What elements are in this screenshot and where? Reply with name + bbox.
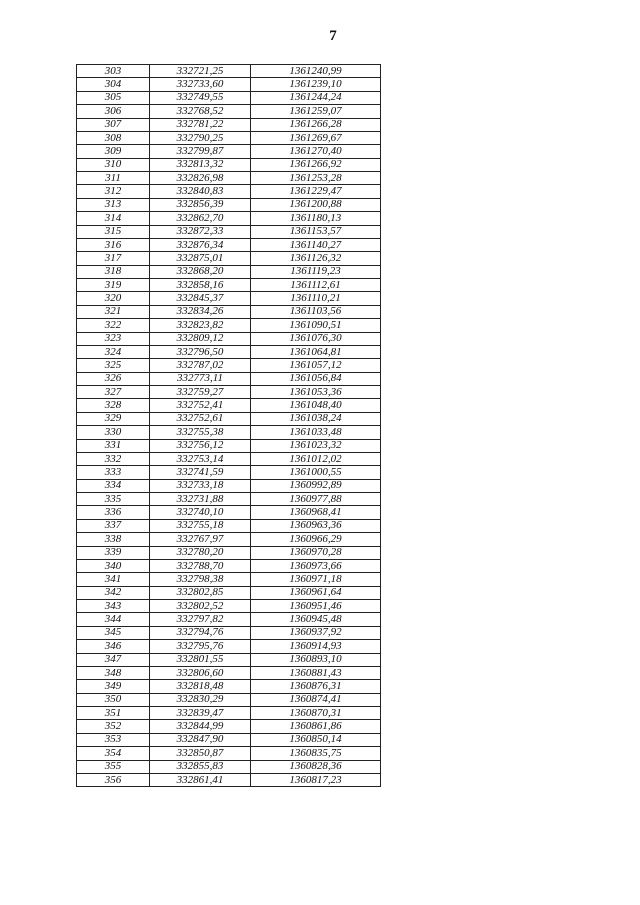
table-row	[77, 720, 381, 733]
y-coordinate-cell: 1360951,46	[251, 600, 381, 613]
table-row	[77, 319, 381, 332]
table-row	[77, 91, 381, 104]
y-coordinate-cell: 1361126,32	[251, 252, 381, 265]
point-number-cell: 351	[77, 707, 150, 720]
x-coordinate-cell: 332858,16	[150, 279, 251, 292]
point-number-cell: 313	[77, 198, 150, 211]
x-coordinate-cell: 332826,98	[150, 172, 251, 185]
point-number-cell: 305	[77, 91, 150, 104]
table-row	[77, 412, 381, 425]
y-coordinate-cell: 1361269,67	[251, 131, 381, 144]
x-coordinate-cell: 332787,02	[150, 359, 251, 372]
point-number-cell: 323	[77, 332, 150, 345]
table-row	[77, 212, 381, 225]
point-number-cell: 335	[77, 493, 150, 506]
y-coordinate-cell: 1360881,43	[251, 666, 381, 679]
table-row	[77, 506, 381, 519]
y-coordinate-cell: 1361038,24	[251, 412, 381, 425]
table-row	[77, 386, 381, 399]
table-row	[77, 345, 381, 358]
table-row	[77, 452, 381, 465]
x-coordinate-cell: 332788,70	[150, 559, 251, 572]
point-number-cell: 338	[77, 533, 150, 546]
x-coordinate-cell: 332830,29	[150, 693, 251, 706]
x-coordinate-cell: 332872,33	[150, 225, 251, 238]
y-coordinate-cell: 1360937,92	[251, 626, 381, 639]
x-coordinate-cell: 332797,82	[150, 613, 251, 626]
x-coordinate-cell: 332862,70	[150, 212, 251, 225]
table-row	[77, 185, 381, 198]
table-row	[77, 773, 381, 786]
point-number-cell: 331	[77, 439, 150, 452]
point-number-cell: 341	[77, 573, 150, 586]
point-number-cell: 352	[77, 720, 150, 733]
table-row	[77, 653, 381, 666]
y-coordinate-cell: 1360970,28	[251, 546, 381, 559]
point-number-cell: 309	[77, 145, 150, 158]
y-coordinate-cell: 1360874,41	[251, 693, 381, 706]
y-coordinate-cell: 1361023,32	[251, 439, 381, 452]
table-row	[77, 640, 381, 653]
table-row	[77, 131, 381, 144]
y-coordinate-cell: 1361239,10	[251, 78, 381, 91]
y-coordinate-cell: 1361253,28	[251, 172, 381, 185]
table-row	[77, 332, 381, 345]
x-coordinate-cell: 332794,76	[150, 626, 251, 639]
x-coordinate-cell: 332844,99	[150, 720, 251, 733]
y-coordinate-cell: 1360945,48	[251, 613, 381, 626]
table-row	[77, 760, 381, 773]
table-row	[77, 265, 381, 278]
point-number-cell: 345	[77, 626, 150, 639]
y-coordinate-cell: 1361110,21	[251, 292, 381, 305]
point-number-cell: 314	[77, 212, 150, 225]
table-row	[77, 158, 381, 171]
point-number-cell: 317	[77, 252, 150, 265]
table-row	[77, 533, 381, 546]
table-row	[77, 305, 381, 318]
point-number-cell: 327	[77, 386, 150, 399]
y-coordinate-cell: 1360850,14	[251, 733, 381, 746]
y-coordinate-cell: 1361153,57	[251, 225, 381, 238]
table-row	[77, 600, 381, 613]
table-row	[77, 118, 381, 131]
x-coordinate-cell: 332780,20	[150, 546, 251, 559]
y-coordinate-cell: 1361229,47	[251, 185, 381, 198]
point-number-cell: 310	[77, 158, 150, 171]
point-number-cell: 315	[77, 225, 150, 238]
y-coordinate-cell: 1361076,30	[251, 332, 381, 345]
y-coordinate-cell: 1360963,36	[251, 519, 381, 532]
x-coordinate-cell: 332798,38	[150, 573, 251, 586]
y-coordinate-cell: 1361112,61	[251, 279, 381, 292]
x-coordinate-cell: 332767,97	[150, 533, 251, 546]
point-number-cell: 328	[77, 399, 150, 412]
point-number-cell: 329	[77, 412, 150, 425]
point-number-cell: 324	[77, 345, 150, 358]
y-coordinate-cell: 1361240,99	[251, 65, 381, 78]
y-coordinate-cell: 1361180,13	[251, 212, 381, 225]
table-row	[77, 626, 381, 639]
x-coordinate-cell: 332752,41	[150, 399, 251, 412]
table-row	[77, 613, 381, 626]
point-number-cell: 318	[77, 265, 150, 278]
point-number-cell: 342	[77, 586, 150, 599]
y-coordinate-cell: 1361266,28	[251, 118, 381, 131]
y-coordinate-cell: 1361119,23	[251, 265, 381, 278]
x-coordinate-cell: 332801,55	[150, 653, 251, 666]
table-row	[77, 172, 381, 185]
x-coordinate-cell: 332755,38	[150, 426, 251, 439]
point-number-cell: 306	[77, 105, 150, 118]
y-coordinate-cell: 1360817,23	[251, 773, 381, 786]
x-coordinate-cell: 332809,12	[150, 332, 251, 345]
x-coordinate-cell: 332749,55	[150, 91, 251, 104]
x-coordinate-cell: 332752,61	[150, 412, 251, 425]
point-number-cell: 336	[77, 506, 150, 519]
x-coordinate-cell: 332823,82	[150, 319, 251, 332]
y-coordinate-cell: 1360977,88	[251, 493, 381, 506]
y-coordinate-cell: 1360971,18	[251, 573, 381, 586]
coordinates-table	[76, 64, 381, 787]
x-coordinate-cell: 332773,11	[150, 372, 251, 385]
coordinates-table-body	[77, 65, 381, 787]
x-coordinate-cell: 332834,26	[150, 305, 251, 318]
point-number-cell: 333	[77, 466, 150, 479]
point-number-cell: 330	[77, 426, 150, 439]
x-coordinate-cell: 332733,18	[150, 479, 251, 492]
y-coordinate-cell: 1361012,02	[251, 452, 381, 465]
table-row	[77, 292, 381, 305]
x-coordinate-cell: 332759,27	[150, 386, 251, 399]
point-number-cell: 356	[77, 773, 150, 786]
point-number-cell: 308	[77, 131, 150, 144]
point-number-cell: 350	[77, 693, 150, 706]
point-number-cell: 334	[77, 479, 150, 492]
point-number-cell: 355	[77, 760, 150, 773]
table-row	[77, 279, 381, 292]
x-coordinate-cell: 332839,47	[150, 707, 251, 720]
table-row	[77, 466, 381, 479]
y-coordinate-cell: 1361244,24	[251, 91, 381, 104]
table-row	[77, 666, 381, 679]
x-coordinate-cell: 332796,50	[150, 345, 251, 358]
point-number-cell: 326	[77, 372, 150, 385]
point-number-cell: 316	[77, 238, 150, 251]
y-coordinate-cell: 1361053,36	[251, 386, 381, 399]
x-coordinate-cell: 332818,48	[150, 680, 251, 693]
x-coordinate-cell: 332840,83	[150, 185, 251, 198]
x-coordinate-cell: 332847,90	[150, 733, 251, 746]
point-number-cell: 322	[77, 319, 150, 332]
table-row	[77, 559, 381, 572]
point-number-cell: 353	[77, 733, 150, 746]
point-number-cell: 348	[77, 666, 150, 679]
y-coordinate-cell: 1360966,29	[251, 533, 381, 546]
table-row	[77, 359, 381, 372]
table-row	[77, 733, 381, 746]
y-coordinate-cell: 1360828,36	[251, 760, 381, 773]
x-coordinate-cell: 332813,32	[150, 158, 251, 171]
point-number-cell: 304	[77, 78, 150, 91]
table-row	[77, 519, 381, 532]
x-coordinate-cell: 332733,60	[150, 78, 251, 91]
x-coordinate-cell: 332795,76	[150, 640, 251, 653]
y-coordinate-cell: 1361064,81	[251, 345, 381, 358]
x-coordinate-cell: 332790,25	[150, 131, 251, 144]
y-coordinate-cell: 1361103,56	[251, 305, 381, 318]
table-row	[77, 105, 381, 118]
x-coordinate-cell: 332753,14	[150, 452, 251, 465]
x-coordinate-cell: 332721,25	[150, 65, 251, 78]
x-coordinate-cell: 332850,87	[150, 747, 251, 760]
point-number-cell: 319	[77, 279, 150, 292]
point-number-cell: 339	[77, 546, 150, 559]
y-coordinate-cell: 1360992,89	[251, 479, 381, 492]
table-row	[77, 546, 381, 559]
table-row	[77, 198, 381, 211]
point-number-cell: 340	[77, 559, 150, 572]
y-coordinate-cell: 1360893,10	[251, 653, 381, 666]
table-row	[77, 479, 381, 492]
x-coordinate-cell: 332806,60	[150, 666, 251, 679]
table-row	[77, 439, 381, 452]
y-coordinate-cell: 1361033,48	[251, 426, 381, 439]
y-coordinate-cell: 1361259,07	[251, 105, 381, 118]
y-coordinate-cell: 1361270,40	[251, 145, 381, 158]
y-coordinate-cell: 1361266,92	[251, 158, 381, 171]
point-number-cell: 320	[77, 292, 150, 305]
y-coordinate-cell: 1360961,64	[251, 586, 381, 599]
x-coordinate-cell: 332802,52	[150, 600, 251, 613]
point-number-cell: 344	[77, 613, 150, 626]
table-row	[77, 399, 381, 412]
table-row	[77, 372, 381, 385]
table-row	[77, 693, 381, 706]
x-coordinate-cell: 332868,20	[150, 265, 251, 278]
x-coordinate-cell: 332731,88	[150, 493, 251, 506]
table-row	[77, 225, 381, 238]
table-row	[77, 747, 381, 760]
point-number-cell: 337	[77, 519, 150, 532]
table-row	[77, 65, 381, 78]
table-row	[77, 586, 381, 599]
point-number-cell: 349	[77, 680, 150, 693]
x-coordinate-cell: 332756,12	[150, 439, 251, 452]
table-row	[77, 78, 381, 91]
point-number-cell: 325	[77, 359, 150, 372]
point-number-cell: 311	[77, 172, 150, 185]
table-row	[77, 680, 381, 693]
table-row	[77, 707, 381, 720]
y-coordinate-cell: 1361090,51	[251, 319, 381, 332]
x-coordinate-cell: 332768,52	[150, 105, 251, 118]
point-number-cell: 332	[77, 452, 150, 465]
y-coordinate-cell: 1361000,55	[251, 466, 381, 479]
x-coordinate-cell: 332741,59	[150, 466, 251, 479]
y-coordinate-cell: 1361057,12	[251, 359, 381, 372]
point-number-cell: 347	[77, 653, 150, 666]
y-coordinate-cell: 1360870,31	[251, 707, 381, 720]
page-number: 7	[329, 28, 337, 44]
table-row	[77, 252, 381, 265]
y-coordinate-cell: 1361048,40	[251, 399, 381, 412]
y-coordinate-cell: 1361200,88	[251, 198, 381, 211]
x-coordinate-cell: 332755,18	[150, 519, 251, 532]
table-row	[77, 426, 381, 439]
x-coordinate-cell: 332861,41	[150, 773, 251, 786]
point-number-cell: 312	[77, 185, 150, 198]
point-number-cell: 303	[77, 65, 150, 78]
x-coordinate-cell: 332845,37	[150, 292, 251, 305]
point-number-cell: 321	[77, 305, 150, 318]
x-coordinate-cell: 332855,83	[150, 760, 251, 773]
y-coordinate-cell: 1360914,93	[251, 640, 381, 653]
x-coordinate-cell: 332799,87	[150, 145, 251, 158]
y-coordinate-cell: 1360876,31	[251, 680, 381, 693]
point-number-cell: 307	[77, 118, 150, 131]
point-number-cell: 343	[77, 600, 150, 613]
x-coordinate-cell: 332802,85	[150, 586, 251, 599]
y-coordinate-cell: 1360835,75	[251, 747, 381, 760]
x-coordinate-cell: 332876,34	[150, 238, 251, 251]
table-row	[77, 145, 381, 158]
y-coordinate-cell: 1360973,66	[251, 559, 381, 572]
table-row	[77, 238, 381, 251]
x-coordinate-cell: 332740,10	[150, 506, 251, 519]
y-coordinate-cell: 1361140,27	[251, 238, 381, 251]
y-coordinate-cell: 1360968,41	[251, 506, 381, 519]
point-number-cell: 354	[77, 747, 150, 760]
x-coordinate-cell: 332856,39	[150, 198, 251, 211]
point-number-cell: 346	[77, 640, 150, 653]
table-row	[77, 493, 381, 506]
y-coordinate-cell: 1360861,86	[251, 720, 381, 733]
table-row	[77, 573, 381, 586]
x-coordinate-cell: 332875,01	[150, 252, 251, 265]
x-coordinate-cell: 332781,22	[150, 118, 251, 131]
y-coordinate-cell: 1361056,84	[251, 372, 381, 385]
